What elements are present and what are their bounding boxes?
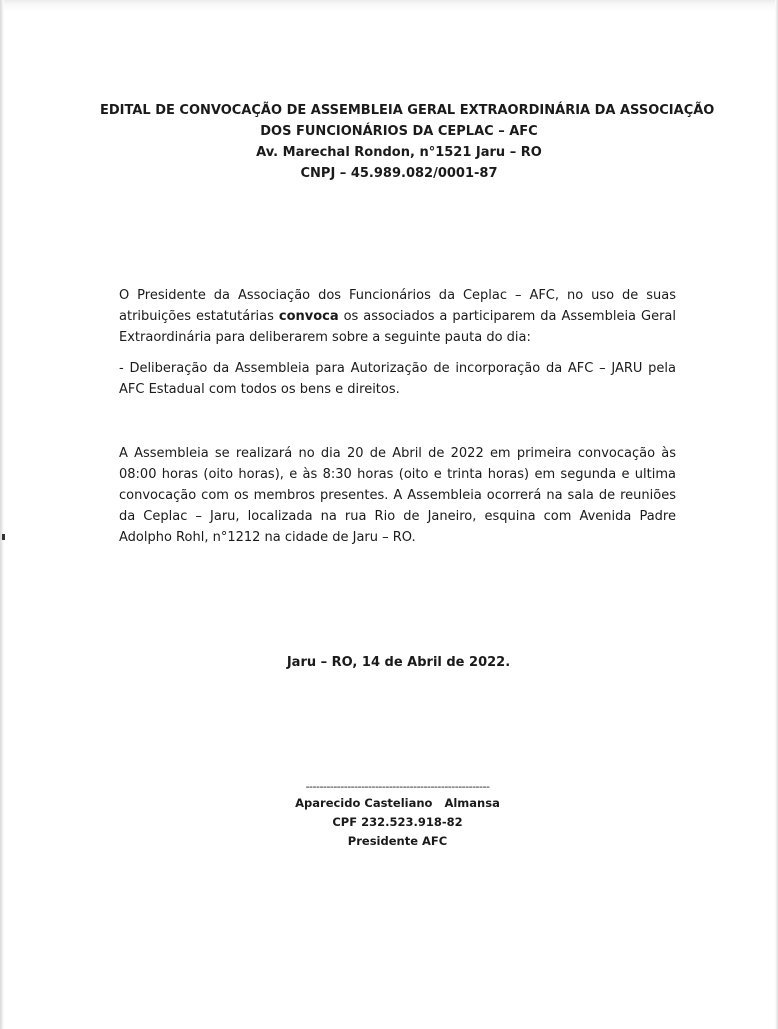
document-date: Jaru – RO, 14 de Abril de 2022. [286,655,511,670]
header-title-line1: EDITAL DE CONVOCAÇÃO DE ASSEMBLEIA GERAL EXTRAORDINÁRIA DA ASSOCIAÇÃO [100,103,715,118]
agenda-item: - Deliberação da Assembleia para Autorização de incorporação da AFC – JARU pela AFC Estadual com todos os bens e direitos. [119,361,676,397]
scan-speck [2,534,5,540]
signatory-role: Presidente AFC [347,834,448,848]
header-title-line2: DOS FUNCIONÁRIOS DA CEPLAC – AFC [260,124,538,139]
assembly-details-paragraph: A Assembleia se realizará no dia 20 de Abril de 2022 em primeira convocação às 08:00 horas (oito horas), e às 8:30 horas (oito e trinta horas) em segunda e ultima convocação com os membros presentes. A Assembleia ocorrerá na sala de reuniões da Ceplac – Jaru, localizada na rua Rio de Janeiro, esquina com Avenida Padre Adolpho Rohl, n°1212 na cidade de Jaru – RO. [119,446,676,545]
signatory-name: Aparecido Casteliano Almansa [295,796,500,810]
convocation-text-before: O Presidente da Associação dos Funcionários da Ceplac – AFC, no uso de suas atribuições estatutárias [119,288,676,324]
signature-line: ----------------------------------------------------- [305,780,490,793]
convocation-verb: convoca [278,309,339,324]
signature-block [285,780,510,851]
document-header [100,100,715,184]
signatory-cpf: CPF 232.523.918-82 [332,815,463,829]
header-address: Av. Marechal Rondon, n°1521 Jaru – RO [256,145,542,160]
convocation-text-after: os associados a participarem da Assembleia Geral Extraordinária para deliberarem sobre a seguinte pauta do dia: [119,309,676,345]
convocation-paragraph [119,285,676,348]
scan-edge-left [0,0,4,1029]
header-cnpj: CNPJ – 45.989.082/0001-87 [300,166,498,181]
scan-edge-top [0,0,778,12]
